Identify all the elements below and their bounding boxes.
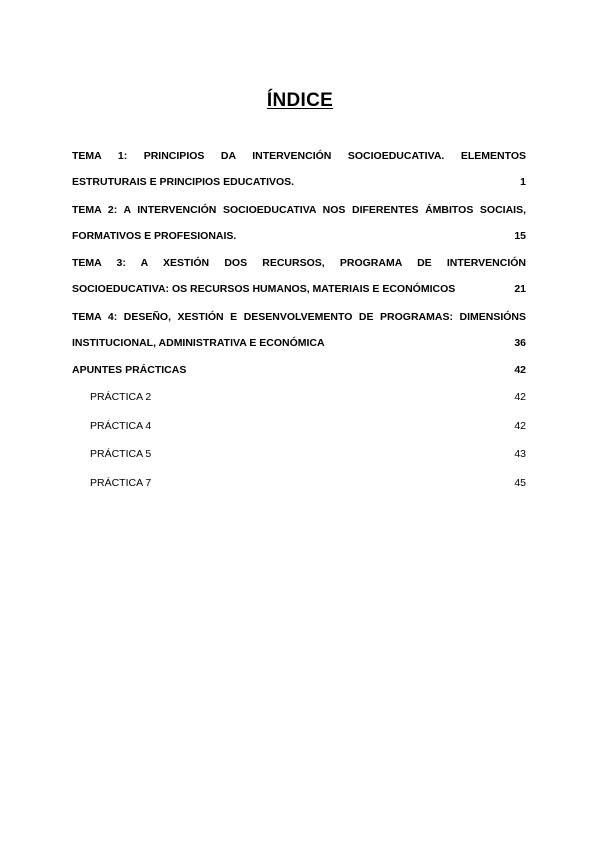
toc-entry-tema-3 bbox=[72, 250, 526, 302]
toc-subentry-practica-2 bbox=[72, 383, 526, 412]
toc-entry-title: TEMA 3: A XESTIÓN DOS RECURSOS, PROGRAMA DE INTERVENCIÓN bbox=[72, 257, 526, 269]
toc-page-number: 42 bbox=[514, 391, 526, 403]
toc-subentry-title: PRÁCTICA 5 bbox=[90, 448, 152, 461]
table-of-contents bbox=[72, 143, 526, 497]
toc-subentry-practica-5 bbox=[72, 440, 526, 469]
toc-page-number: 21 bbox=[514, 283, 526, 295]
toc-entry-title-cont: INSTITUCIONAL, ADMINISTRATIVA E ECONÓMICA bbox=[72, 336, 325, 349]
toc-page-number: 1 bbox=[520, 176, 526, 188]
toc-entry-title: TEMA 4: DESEÑO, XESTIÓN E DESENVOLVEMENTO DE PROGRAMAS: DIMENSIÓNS bbox=[72, 310, 526, 323]
toc-entry-apuntes-practicas bbox=[72, 357, 526, 383]
toc-entry-title-cont: FORMATIVOS E PROFESIONAIS. bbox=[72, 229, 237, 242]
toc-entry-title: TEMA 1: PRINCIPIOS DA INTERVENCIÓN SOCIOEDUCATIVA. ELEMENTOS bbox=[72, 150, 526, 162]
toc-page-number: 36 bbox=[514, 336, 526, 349]
toc-entry-tema-4 bbox=[72, 304, 526, 356]
toc-subentry-title: PRÁCTICA 7 bbox=[90, 476, 152, 489]
toc-subentry-practica-4 bbox=[72, 412, 526, 441]
toc-subentry-title: PRÁCTICA 4 bbox=[90, 419, 152, 432]
toc-entry-title: APUNTES PRÁCTICAS bbox=[72, 364, 187, 376]
toc-entry-title: TEMA 2: A INTERVENCIÓN SOCIOEDUCATIVA NOS DIFERENTES ÁMBITOS SOCIAIS, bbox=[72, 203, 526, 216]
toc-subentry-practica-7 bbox=[72, 469, 526, 498]
toc-entry-continuation bbox=[72, 223, 526, 249]
toc-entry-tema-1 bbox=[72, 143, 526, 195]
toc-page-number: 45 bbox=[514, 476, 526, 489]
toc-entry-title-cont: SOCIOEDUCATIVA: OS RECURSOS HUMANOS, MATERIAIS E ECONÓMICOS bbox=[72, 283, 456, 295]
toc-page-number: 42 bbox=[514, 364, 526, 376]
toc-entry-continuation bbox=[72, 330, 526, 356]
toc-page-number: 42 bbox=[514, 419, 526, 432]
toc-entry-continuation bbox=[72, 169, 526, 195]
toc-entry-tema-2 bbox=[72, 197, 526, 249]
toc-subentry-title: PRÁCTICA 2 bbox=[90, 391, 152, 403]
page-title: ÍNDICE bbox=[266, 90, 334, 111]
toc-entry-continuation bbox=[72, 276, 526, 302]
toc-page-number: 43 bbox=[514, 448, 526, 461]
toc-page-number: 15 bbox=[514, 229, 526, 242]
toc-entry-title-cont: ESTRUTURAIS E PRINCIPIOS EDUCATIVOS. bbox=[72, 176, 295, 188]
